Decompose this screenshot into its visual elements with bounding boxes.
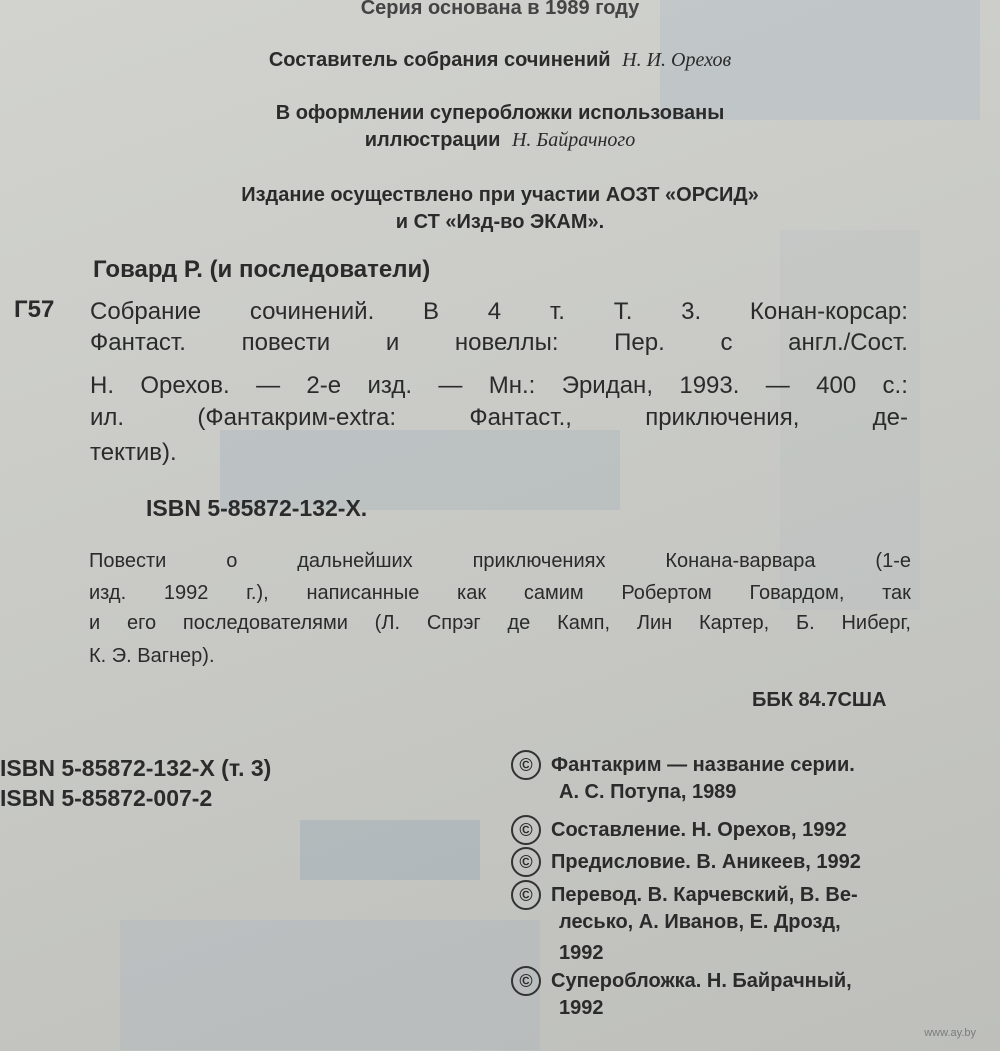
biblio-word: и <box>385 329 400 356</box>
abstract-word: написанные <box>306 582 420 604</box>
biblio-word: Фантаст., <box>469 404 572 431</box>
abstract-word: как <box>457 582 487 604</box>
abstract-word: (Л. <box>374 612 401 634</box>
copyright-icon: © <box>511 750 541 780</box>
isbn-main: ISBN 5-85872-132-X. <box>146 495 368 521</box>
compiler-prefix: Составитель собрания сочинений <box>268 49 611 71</box>
copyright-entry <box>511 966 852 996</box>
biblio-word: де- <box>872 404 908 431</box>
biblio-word: Пер. <box>614 329 665 356</box>
copyright-entry <box>511 815 847 845</box>
copyright-text: Суперобложка. Н. Байрачный, <box>551 969 852 992</box>
biblio-word: англ./Сост. <box>788 329 908 356</box>
biblio-line <box>90 441 177 465</box>
biblio-word: Н. <box>90 372 114 399</box>
biblio-word: Собрание <box>90 298 202 325</box>
isbn-series: ISBN 5-85872-007-2 <box>0 785 213 811</box>
abstract-word: Камп, <box>557 612 611 634</box>
copyright-icon: © <box>511 847 541 877</box>
copyright-icon: © <box>511 966 541 996</box>
abstract-word: Б. <box>795 612 815 634</box>
copyright-continuation <box>559 942 604 965</box>
biblio-word: с <box>720 329 733 356</box>
abstract-word: Лин <box>636 612 673 634</box>
abstract-word: Ниберг, <box>841 612 911 634</box>
biblio-word: 1993. <box>679 372 740 399</box>
copyright-continuation <box>559 997 604 1020</box>
cover-line-2-prefix: иллюстрации <box>364 129 501 151</box>
abstract-line <box>89 613 911 633</box>
biblio-word: В <box>423 298 440 325</box>
biblio-word: повести <box>241 329 331 356</box>
copyright-text: Составление. Н. Орехов, 1992 <box>551 818 847 841</box>
biblio-word: Эридан, <box>561 372 653 399</box>
cover-line-2-name: Н. Байрачного <box>511 129 636 151</box>
biblio-word: т. <box>549 298 565 325</box>
biblio-line <box>90 331 908 355</box>
edition-line-1: Издание осуществлено при участии АОЗТ «ОРСИД» <box>241 184 759 206</box>
copyright-icon: © <box>511 815 541 845</box>
biblio-word: 3. <box>681 298 702 325</box>
abstract-word: самим <box>523 582 584 604</box>
copyright-entry <box>511 750 855 780</box>
biblio-line <box>90 406 908 430</box>
series-note: Серия основана в 1989 году <box>360 0 640 19</box>
abstract-word: де <box>507 612 531 634</box>
biblio-word: 400 <box>816 372 857 399</box>
copyright-entry <box>511 880 858 910</box>
abstract-word: Картер, <box>698 612 770 634</box>
biblio-word: Орехов. <box>140 372 230 399</box>
copyright-entry <box>511 847 861 877</box>
abstract-word: (1-е <box>875 550 911 572</box>
abstract-word: Говардом, <box>749 582 845 604</box>
watermark: www.ay.by <box>924 1027 976 1039</box>
abstract-word: приключениях <box>472 550 606 572</box>
compiler-line <box>0 50 1000 70</box>
abstract-word: г.), <box>246 582 269 604</box>
biblio-word: — <box>438 372 463 399</box>
bbk-code: ББК 84.7США <box>752 689 887 711</box>
copyright-text: 1992 <box>559 997 604 1019</box>
abstract-word: последователями <box>182 612 348 634</box>
biblio-word: с.: <box>882 372 908 399</box>
biblio-word: новеллы: <box>454 329 559 356</box>
abstract-word: 1992 <box>163 582 209 604</box>
copyright-text: А. С. Потупа, 1989 <box>559 781 737 803</box>
edition-line-2: и СТ «Изд-во ЭКАМ». <box>395 211 605 233</box>
abstract-word: и <box>89 612 101 634</box>
copyright-text: лесько, А. Иванов, Е. Дрозд, <box>559 911 841 933</box>
abstract-word: так <box>882 582 911 604</box>
isbn-volume: ISBN 5-85872-132-X (т. 3) <box>0 755 272 781</box>
index-code: Г57 <box>14 296 55 323</box>
abstract-word: Повести <box>89 550 167 572</box>
biblio-word: (Фантакрим-extra: <box>197 404 397 431</box>
abstract-line <box>89 583 911 603</box>
biblio-word: Мн.: <box>488 372 536 399</box>
cover-line-2 <box>0 130 1000 150</box>
abstract-line <box>89 646 215 666</box>
abstract-word: его <box>126 612 157 634</box>
abstract-word: Спрэг <box>426 612 481 634</box>
biblio-word: ил. <box>90 404 125 431</box>
abstract-word: К. Э. Вагнер). <box>89 645 215 667</box>
biblio-word: 2-е <box>306 372 342 399</box>
copyright-text: Предисловие. В. Аникеев, 1992 <box>551 850 861 873</box>
abstract-word: Конана-варвара <box>665 550 816 572</box>
abstract-word: Робертом <box>621 582 712 604</box>
biblio-word: сочинений. <box>249 298 375 325</box>
biblio-word: — <box>256 372 281 399</box>
biblio-word: тектив). <box>90 439 177 466</box>
biblio-word: Т. <box>613 298 633 325</box>
copyright-continuation <box>559 911 841 934</box>
copyright-text: Перевод. В. Карчевский, В. Ве- <box>551 883 858 906</box>
biblio-word: приключения, <box>645 404 800 431</box>
biblio-line <box>90 300 908 324</box>
compiler-name: Н. И. Орехов <box>622 49 732 71</box>
copyright-continuation <box>559 781 736 804</box>
abstract-word: изд. <box>89 582 127 604</box>
biblio-word: Конан-корсар: <box>749 298 908 325</box>
abstract-word: о <box>226 550 238 572</box>
biblio-word: изд. <box>367 372 413 399</box>
biblio-line <box>90 374 908 398</box>
biblio-word: 4 <box>487 298 502 325</box>
copyright-text: 1992 <box>559 942 604 964</box>
copyright-icon: © <box>511 880 541 910</box>
biblio-word: Фантаст. <box>90 329 186 356</box>
abstract-line <box>89 551 911 571</box>
copyright-text: Фантакрим — название серии. <box>551 753 855 776</box>
biblio-word: — <box>765 372 790 399</box>
author-heading: Говард Р. (и последователи) <box>93 256 431 283</box>
abstract-word: дальнейших <box>297 550 413 572</box>
cover-line-1: В оформлении суперобложки использованы <box>275 102 725 124</box>
